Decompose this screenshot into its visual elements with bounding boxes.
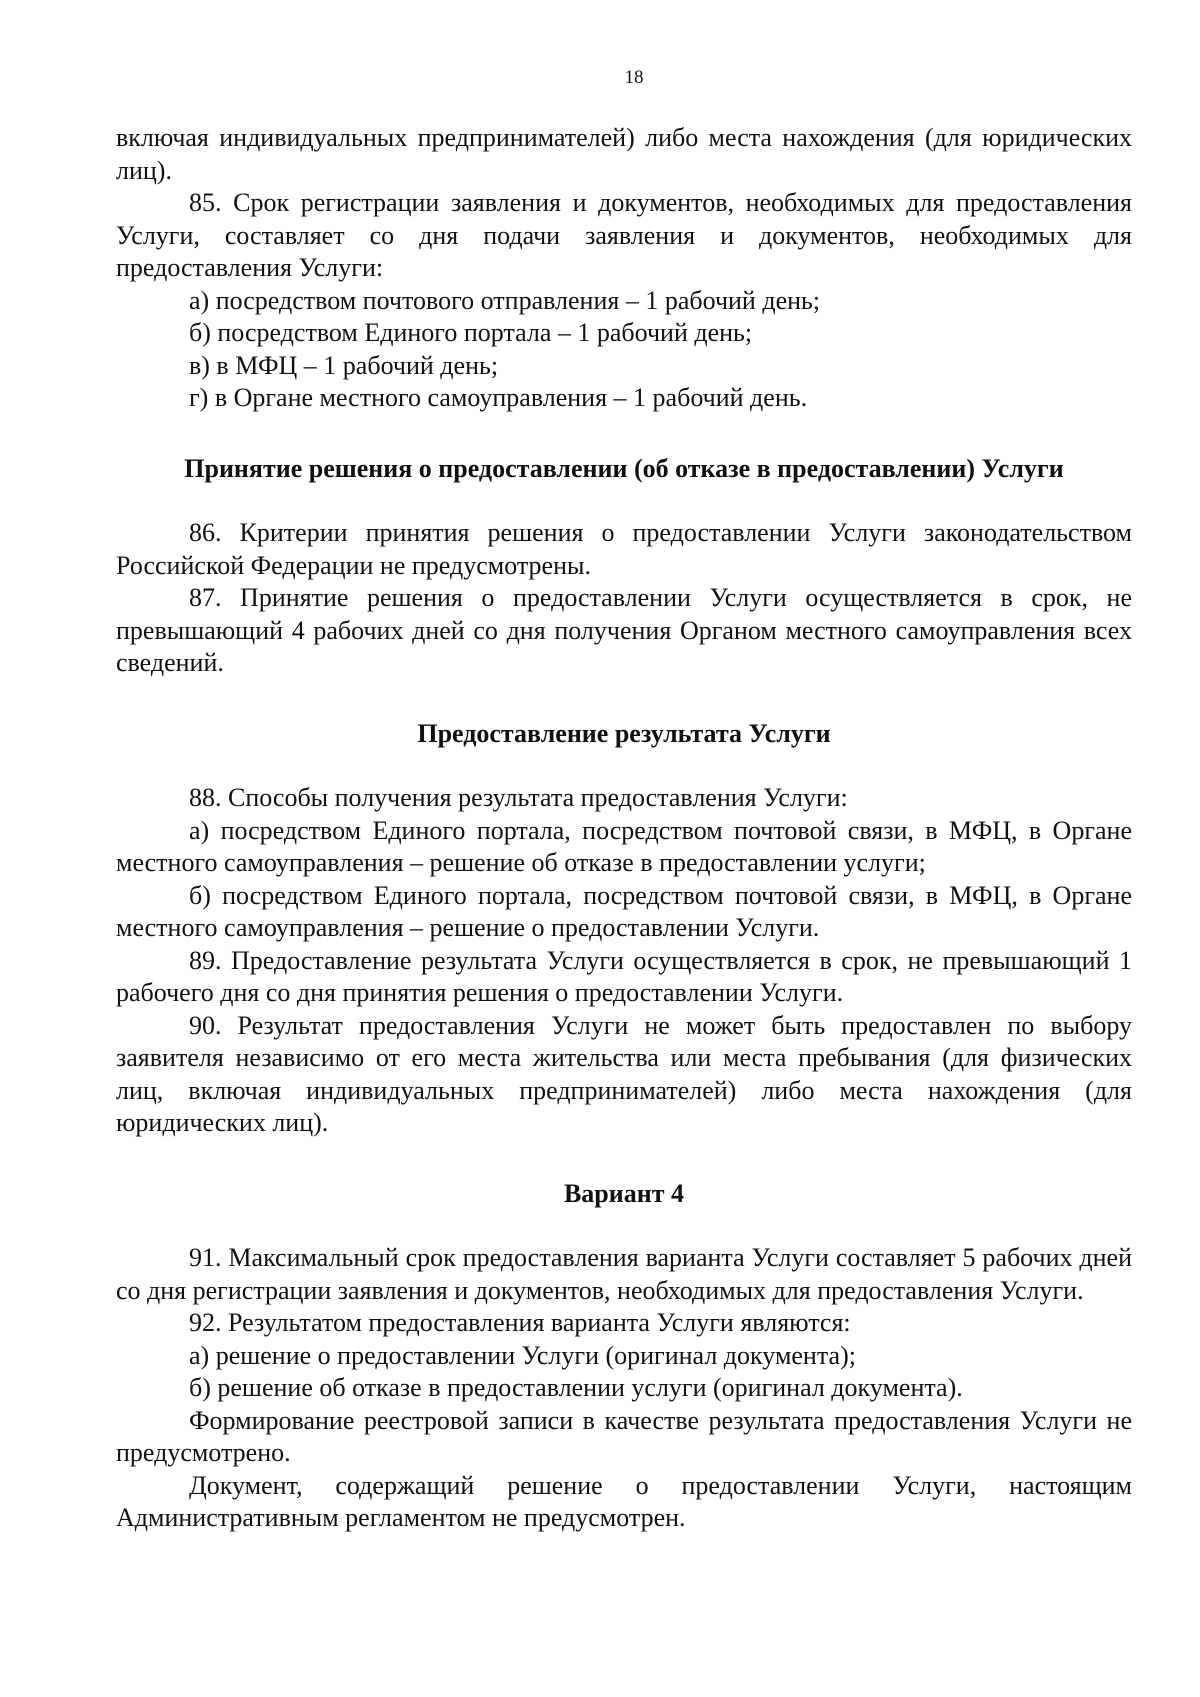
list-item-v: в) в МФЦ – 1 рабочий день; [189, 350, 499, 380]
section-heading-variant-4: Вариант 4 [563, 1178, 685, 1208]
section-heading-decision: Принятие решения о предоставлении (об отказе в предоставлении) Услуги [184, 453, 1064, 483]
paragraph-87: 87. Принятие решения о предоставлении Услуги осуществляется в срок, не превышающий 4 рабочих дней со дня получения Органом местного самоуправления всех сведений. [116, 583, 1132, 677]
list-item-a: а) посредством Единого портала, посредством почтовой связи, в МФЦ, в Органе местного самоуправления – решение об отказе в предоставлении услуги; [116, 815, 1132, 877]
paragraph: включая индивидуальных предпринимателей) либо места нахождения (для юридических лиц). [116, 123, 1132, 185]
paragraph-91: 91. Максимальный срок предоставления варианта Услуги составляет 5 рабочих дней со дня регистрации заявления и документов, необходимых для предоставления Услуги. [116, 1243, 1132, 1305]
list-item-b: б) решение об отказе в предоставлении услуги (оригинал документа). [189, 1373, 963, 1402]
list-item-a: а) решение о предоставлении Услуги (оригинал документа); [189, 1340, 856, 1370]
paragraph-88: 88. Способы получения результата предоставления Услуги: [189, 783, 848, 812]
paragraph-85: 85. Срок регистрации заявления и документов, необходимых для предоставления Услуги, составляет со дня подачи заявления и документов, необходимых для предоставления Услуги: [116, 188, 1132, 282]
paragraph-89: 89. Предоставление результата Услуги осуществляется в срок, не превышающий 1 рабочего дня со дня принятия решения о предоставлении Услуги. [116, 945, 1132, 1007]
paragraph-92: 92. Результатом предоставления варианта Услуги являются: [189, 1308, 851, 1337]
section-heading-result: Предоставление результата Услуги [417, 718, 831, 748]
paragraph-90: 90. Результат предоставления Услуги не может быть предоставлен по выбору заявителя независимо от его места жительства или места пребывания (для физических лиц, включая индивидуальных предпринимателей) либо места нахождения (для юридических лиц). [116, 1010, 1132, 1137]
list-item-b: б) посредством Единого портала, посредством почтовой связи, в МФЦ, в Органе местного самоуправления – решение о предоставлении Услуги. [116, 880, 1132, 942]
paragraph-document: Документ, содержащий решение о предоставлении Услуги, настоящим Административным регламентом не предусмотрен. [116, 1470, 1132, 1532]
list-item-a: а) посредством почтового отправления – 1 рабочий день; [189, 285, 821, 315]
paragraph-registry: Формирование реестровой записи в качестве результата предоставления Услуги не предусмотрено. [116, 1405, 1132, 1467]
list-item-b: б) посредством Единого портала – 1 рабочий день; [189, 318, 753, 347]
list-item-g: г) в Органе местного самоуправления – 1 рабочий день. [189, 383, 808, 412]
page-number: 18 [624, 67, 644, 88]
paragraph-86: 86. Критерии принятия решения о предоставлении Услуги законодательством Российской Федерации не предусмотрены. [116, 518, 1132, 580]
